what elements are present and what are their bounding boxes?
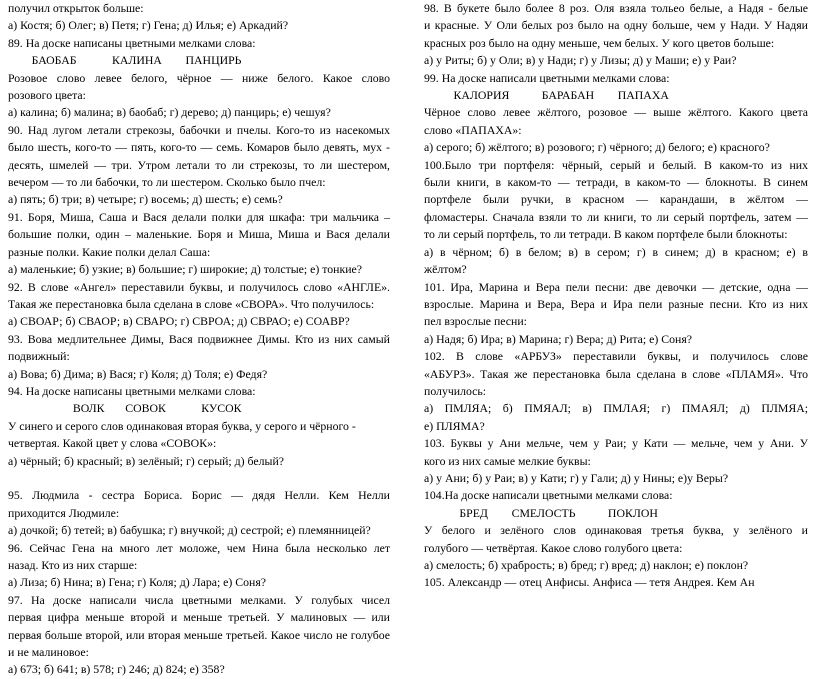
text-line: а) серого; б) жёлтого; в) розового; г) чёрного; д) белого; е) красного?: [424, 140, 770, 155]
text-line: первая больше второй, или вторая меньше третьей. Какое число не голубое: [8, 627, 390, 642]
text-line: пел взрослые песни:: [424, 314, 527, 329]
text-line: взрослые. Марина и Вера, Вера и Ира пели разные песни. Кто из них: [424, 296, 808, 311]
text-line: жёлтом?: [424, 262, 467, 277]
text-line: 98. В букете было более 8 роз. Оля взяла тольео белые, а Надя - белые: [424, 1, 808, 15]
text-line: первая цифра меньше второй и меньше третьей. У малиновых — или: [8, 610, 390, 625]
text-line: 101. Ира, Марина и Вера пели песни: две девочки — детские, одна —: [424, 279, 808, 294]
text-line: 93. Вова медлительнее Димы, Вася подвижнее Димы. Кто из них самый: [8, 331, 390, 346]
text-line: и красные. У Оли белых роз было на одну больше, чем у Нади. У Надяи: [424, 18, 808, 33]
text-line: 105. Александр — отец Анфисы. Анфиса — тетя Андрея. Кем Ан: [424, 575, 755, 590]
text-line: а) маленькие; б) узкие; в) большие; г) широкие; д) толстые; е) тонкие?: [8, 262, 362, 277]
text-line: голубого — четвёртая. Какое слово голубого цвета:: [424, 540, 683, 555]
text-line: а) смелость; б) храбрость; в) бред; г) вред; д) наклон; е) поклон?: [424, 558, 749, 572]
text-line: а) у Ани; б) у Раи; в) у Кати; г) у Гали; д) у Нины; е)у Веры?: [424, 470, 729, 485]
text-line: а) Лиза; б) Нина; в) Гена; г) Коля; д) Лара; е) Соня?: [8, 575, 267, 590]
text-line: а) дочкой; б) тетей; в) бабушка; г) внучкой; д) сестрой; е) племянницей?: [8, 523, 371, 538]
text-line: 104.На доске написали цветными мелками слова:: [424, 488, 673, 503]
text-line: Такая же перестановка была сделана в слове «СВОРА». Что получилось:: [8, 296, 375, 311]
text-line: У белого и зелёного слов одинаковая третья буква, у зелёного и: [424, 523, 808, 538]
text-line: 100.Было три портфеля: чёрный, серый и белый. В каком-то из них: [424, 157, 808, 172]
text-line: 103. Буквы у Ани мельче, чем у Раи; у Кати — мельче, чем у Ани. У: [424, 436, 808, 451]
text-line: фломастеры. Сначала взяли то ли книги, то ли серый портфель, затем —: [424, 209, 808, 224]
left-text-column: [8, 0, 390, 679]
text-line: е) ПЛЯМА?: [424, 418, 485, 433]
word-list-line: КАЛОРИЯ БАРАБАН ПАПАХА: [424, 88, 669, 103]
text-line: а) СВОАР; б) СВАОР; в) СВАРО; г) СВРОА; д) СВРАО; е) СОАВР?: [8, 314, 350, 329]
text-line: 96. Сейчас Гена на много лет моложе, чем Нина была несколько лет: [8, 540, 390, 555]
text-line: подвижный:: [8, 349, 70, 364]
text-line: «АБУРЗ». Такая же перестановка была сделана в слове «ПЛАМЯ». Что: [424, 366, 808, 381]
text-line: 97. На доске написали числа цветными мелками. У голубых чисел: [8, 592, 390, 607]
text-line: 99. На доске написали цветными мелками слова:: [424, 70, 670, 85]
right-text-column: [424, 0, 808, 592]
text-line: 91. Боря, Миша, Саша и Вася делали полки для шкафа: три мальчика –: [8, 209, 390, 224]
text-line: большие полки, один – маленькие. Боря и Миша, Миша и Вася делали: [8, 227, 390, 242]
word-list-line: ВОЛК СОВОК КУСОК: [8, 401, 242, 416]
text-line: а) калина; б) малина; в) баобаб; г) дерево; д) панцирь; е) чешуя?: [8, 105, 331, 120]
text-line: вечером — то ли бабочки, то ли шестером. Сколько было пчел:: [8, 175, 326, 190]
blank-line: [8, 470, 390, 487]
word-list-line: БАОБАБ КАЛИНА ПАНЦИРЬ: [8, 53, 242, 68]
text-line: 102. В слове «АРБУЗ» переставили буквы, и получилось слове: [424, 349, 808, 364]
text-line: десять, шмелей — три. Утром летали то ли стрекозы, то ли шестером,: [8, 157, 390, 172]
text-line: кого из них самые мелкие буквы:: [424, 453, 591, 468]
text-line: 92. В слове «Ангел» переставили буквы, и получилось слово «АНГЛЕ».: [8, 279, 390, 294]
text-line: а) чёрный; б) красный; в) зелёный; г) серый; д) белый?: [8, 453, 284, 468]
text-line: а) ПМЛЯА; б) ПМЯАЛ; в) ПМЛАЯ; г) ПМАЯЛ; д) ПЛМЯА;: [424, 401, 808, 416]
word-list-line: БРЕД СМЕЛОСТЬ ПОКЛОН: [424, 505, 658, 520]
text-line: а) пять; б) три; в) четыре; г) восемь; д) шесть; е) семь?: [8, 192, 283, 207]
text-line: то ли серый портфель, то ли тетради. В каком портфеле были блокноты:: [424, 227, 788, 242]
text-line: назад. Кто из них старше:: [8, 557, 138, 572]
text-line: разные полки. Какие полки делал Саша:: [8, 244, 211, 259]
text-line: слово «ПАПАХА»:: [424, 122, 522, 137]
text-line: У синего и серого слов одинаковая вторая буква, у серого и чёрного -: [8, 418, 356, 433]
text-line: получил открыток больше:: [8, 1, 144, 15]
text-line: 89. На доске написаны цветными мелками слова:: [8, 35, 256, 50]
text-line: четвертая. Какой цвет у слова «СОВОК»:: [8, 436, 217, 451]
text-line: розового цвета:: [8, 88, 86, 103]
text-line: портфеле были ручки, в красном — карандаши, в жёлтом —: [424, 192, 808, 207]
text-line: 90. Над лугом летали стрекозы, бабочки и пчелы. Кого-то из насекомых: [8, 122, 390, 137]
text-line: Чёрное слово левее жёлтого, розовое — выше жёлтого. Какого цвета: [424, 105, 808, 120]
text-line: а) Костя; б) Олег; в) Петя; г) Гена; д) Илья; е) Аркадий?: [8, 18, 289, 33]
text-line: а) Надя; б) Ира; в) Марина; г) Вера; д) Рита; е) Соня?: [424, 331, 692, 346]
text-line: приходится Людмиле:: [8, 505, 120, 520]
text-line: Розовое слово левее белого, чёрное — ниже белого. Какое слово: [8, 70, 390, 85]
text-line: и не малиновое:: [8, 645, 89, 660]
text-line: 95. Людмила - сестра Бориса. Борис — дядя Нелли. Кем Нелли: [8, 488, 390, 503]
text-line: а) Вова; б) Дима; в) Вася; г) Коля; д) Толя; е) Федя?: [8, 366, 268, 381]
text-line: а) 673; б) 641; в) 578; г) 246; д) 824; е) 358?: [8, 662, 225, 677]
text-line: а) у Риты; б) у Оли; в) у Нади; г) у Лизы; д) у Маши; е) у Раи?: [424, 53, 737, 68]
text-line: было шесть, кого-то — пять, кого-то — семь. Комаров было девять, мух -: [8, 140, 390, 155]
text-line: получилось:: [424, 383, 487, 398]
text-line: 94. На доске написаны цветными мелками слова:: [8, 383, 256, 398]
text-line: красных роз было на одну меньше, чем белых. У кого цветов больше:: [424, 35, 775, 50]
text-line: были книги, в каком-то — тетради, в каком-то — блокноты. В синем: [424, 175, 808, 190]
text-line: а) в чёрном; б) в белом; в) в сером; г) в синем; д) в красном; е) в: [424, 244, 808, 259]
